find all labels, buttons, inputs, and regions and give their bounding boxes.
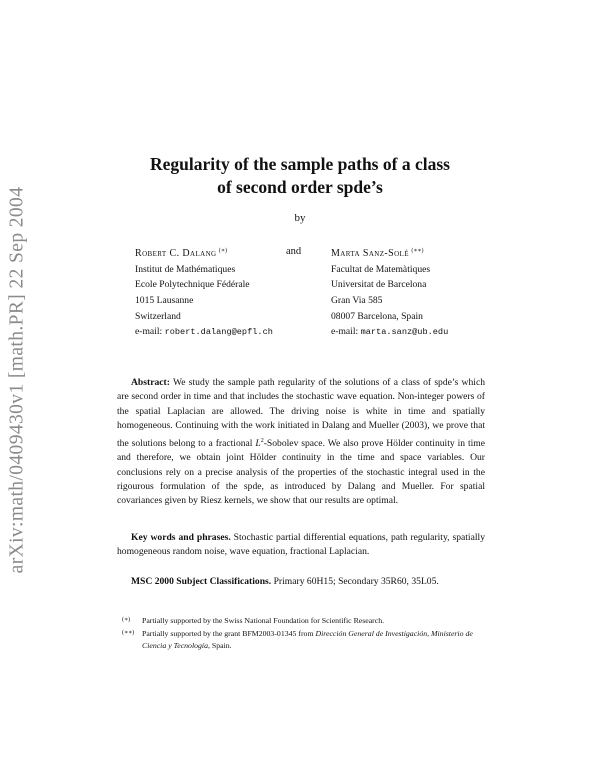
footnote: [122, 628, 484, 653]
author-block-2: [331, 244, 448, 341]
title-line-2: of second order spde’s: [217, 177, 383, 197]
abstract-paragraph: [117, 376, 485, 509]
author-block-1: [135, 244, 273, 341]
msc-label: MSC 2000 Subject Classifications.: [131, 576, 272, 587]
footnotes: [122, 615, 484, 653]
footnote-text: [142, 628, 484, 653]
by-label: by: [294, 212, 306, 224]
abstract-text-before: We study the sample path regularity of the solutions of a class of spde’s which are second order in time and that includes the stochastic wave equation. Non-integer powers of the spatial Laplacian are allowed. The driving noise is white in time and spatially homogeneous. Continuing with the work initiated in Dalang and Mueller (2003), we prove that the solutions belong to a fractional: [117, 377, 485, 449]
math-superscript: 2: [260, 437, 264, 444]
keywords-label: Key words and phrases.: [131, 532, 231, 543]
author-mark: (∗∗): [411, 248, 424, 254]
author-name: [331, 244, 448, 262]
affiliation-line: Switzerland: [135, 310, 181, 322]
author-email: [331, 324, 448, 341]
title-line-1: Regularity of the sample paths of a class: [150, 154, 450, 174]
email-address[interactable]: robert.dalang@epfl.ch: [164, 327, 273, 338]
affiliation-line: Universitat de Barcelona: [331, 279, 427, 291]
email-address[interactable]: marta.sanz@ub.edu: [360, 327, 449, 338]
affiliation-line: 1015 Lausanne: [135, 294, 194, 306]
msc-paragraph: [117, 575, 485, 589]
author-mark: (∗): [218, 248, 227, 254]
affiliation-line: 08007 Barcelona, Spain: [331, 310, 423, 322]
math-symbol: L: [255, 437, 261, 449]
affiliation-line: Institut de Mathématiques: [135, 263, 236, 275]
email-label: e-mail:: [135, 326, 163, 338]
paper-title: [0, 153, 600, 199]
footnote-mark: (∗∗): [122, 629, 135, 636]
footnote-text-before: Partially supported by the grant BFM2003-01345 from: [142, 628, 316, 638]
author-email: [135, 324, 273, 341]
author-name-text: Marta Sanz-Solé: [331, 248, 409, 260]
footnote-mark: (∗): [122, 617, 131, 623]
abstract-label: Abstract:: [131, 377, 170, 388]
msc-text: Primary 60H15; Secondary 35R60, 35L05.: [271, 576, 439, 587]
affiliation-line: Ecole Polytechnique Fédérale: [135, 279, 250, 291]
and-label: and: [286, 246, 302, 257]
author-name: [135, 244, 273, 262]
footnote-text-after: , Spain.: [207, 641, 232, 651]
keywords-text: Stochastic partial differential equations, path regularity, spatially homogeneous random noise, wave equation, fractional Laplacian.: [117, 532, 485, 558]
author-name-text: Robert C. Dalang: [135, 248, 217, 260]
affiliation-line: Gran Via 585: [331, 294, 383, 306]
abstract-text-after: -Sobolev space. We also prove Hölder continuity in time and therefore, we obtain joint Hölder continuity in the time and space variables. Our conclusions rely on a precise analysis of the properties of the stochastic integral used in the rigourous formulation of the spde, as introduced by Dalang and Mueller. For spatial covariances given by Riesz kernels, we show that our results are optimal.: [117, 437, 485, 507]
affiliation-line: Facultat de Matemàtiques: [331, 263, 431, 275]
footnote: [122, 615, 484, 628]
keywords-paragraph: [117, 531, 485, 560]
email-label: e-mail:: [331, 326, 359, 338]
arxiv-identifier: arXiv:math/0409430v1 [math.PR] 22 Sep 2004: [6, 186, 28, 574]
footnote-text-italic: Dirección General de Investigación, Ministerio de Ciencia y Tecnología: [142, 628, 473, 651]
footnote-text: Partially supported by the Swiss National Foundation for Scientific Research.: [142, 616, 385, 625]
